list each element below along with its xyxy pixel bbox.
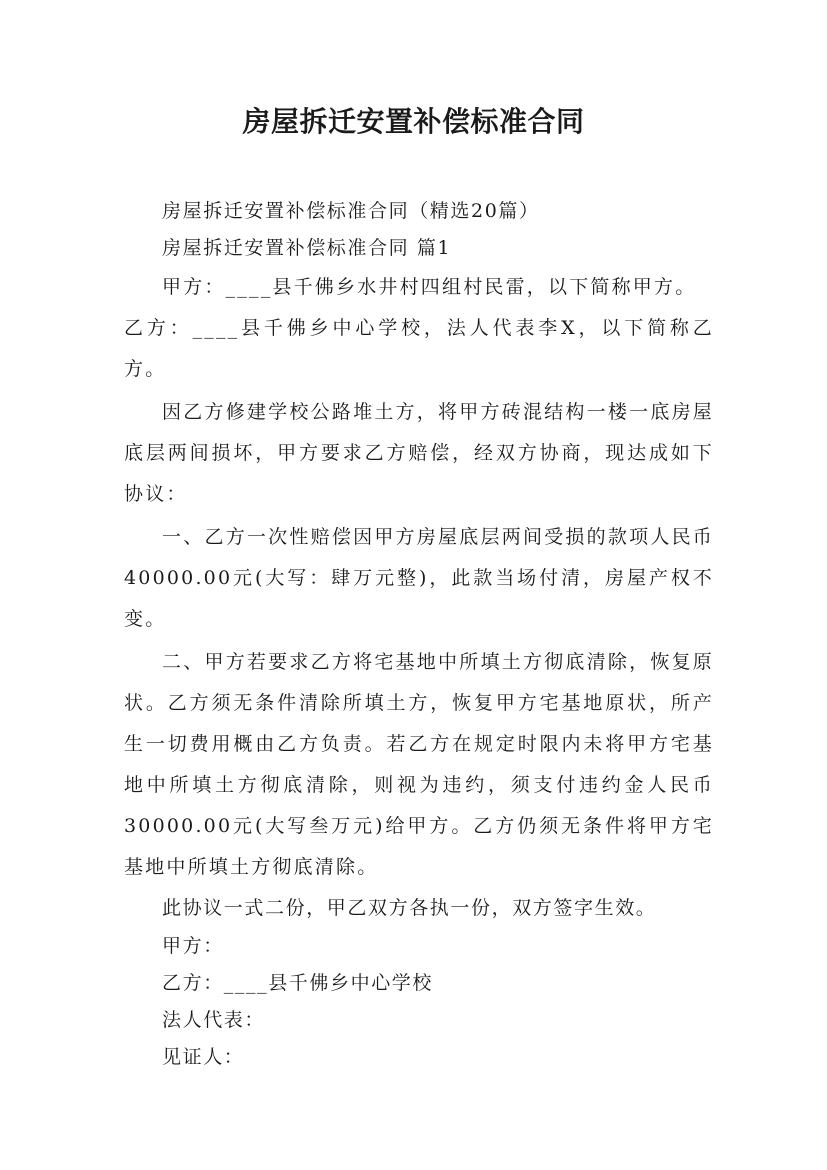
document-subtitle: 房屋拆迁安置补偿标准合同（精选20篇） bbox=[162, 200, 540, 222]
document-body bbox=[124, 193, 714, 1076]
document-title: 房屋拆迁安置补偿标准合同 bbox=[242, 105, 585, 138]
section-heading: 房屋拆迁安置补偿标准合同 篇1 bbox=[162, 237, 452, 259]
party-a-intro: 甲方：____县千佛乡水井村四组村民雷，以下简称甲方。 bbox=[162, 276, 697, 298]
signature-legal-rep: 法人代表： bbox=[162, 1009, 266, 1031]
party-b-intro: 乙方：____县千佛乡中心学校，法人代表李X，以下简称乙方。 bbox=[124, 317, 714, 380]
clause-two: 二、甲方若要求乙方将宅基地中所填土方彻底清除，恢复原状。乙方须无条件清除所填土方，恢复甲方宅基地原状，所产生一切费用概由乙方负责。若乙方在规定时限内未将甲方宅基地中所填土方彻底清除，则视为违约，须支付违约金人民币30000.00元(大写叁万元)给甲方。乙方仍须无条件将甲方宅基地中所填土方彻底清除。 bbox=[124, 651, 714, 878]
clause-one: 一、乙方一次性赔偿因甲方房屋底层两间受损的款项人民币40000.00元(大写：肆万元整)，此款当场付清，房屋产权不变。 bbox=[124, 526, 714, 630]
signature-party-a: 甲方： bbox=[162, 935, 224, 957]
closing-statement: 此协议一式二份，甲乙双方各执一份，双方签字生效。 bbox=[162, 897, 657, 919]
signature-witness: 见证人： bbox=[162, 1046, 245, 1068]
signature-party-b: 乙方：____县千佛乡中心学校 bbox=[162, 972, 434, 994]
background-paragraph: 因乙方修建学校公路堆土方，将甲方砖混结构一楼一底房屋底层两间损坏，甲方要求乙方赔偿，经双方协商，现达成如下协议： bbox=[124, 401, 714, 505]
